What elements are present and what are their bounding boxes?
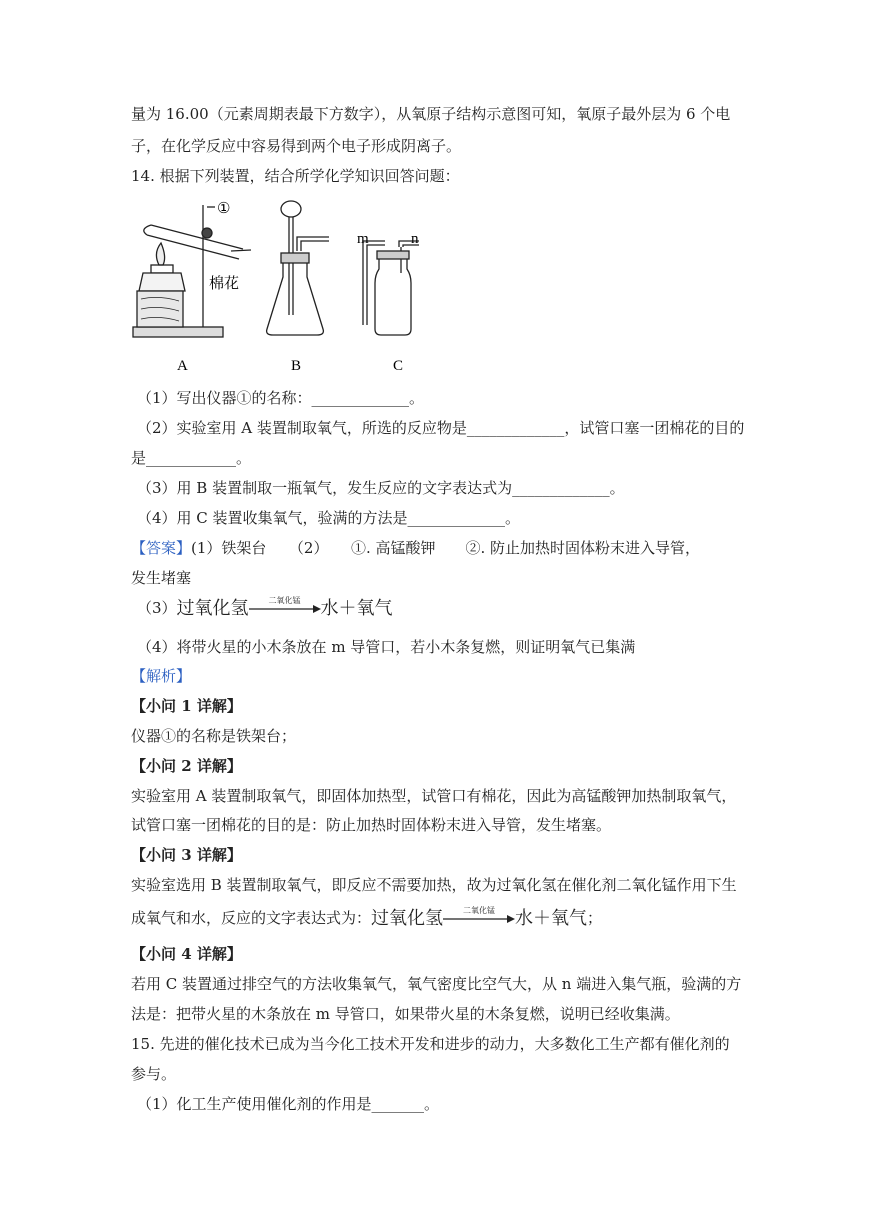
question-14-2b: 是____________。 xyxy=(131,449,252,467)
apparatus-figure xyxy=(131,195,431,375)
eq-catalyst: 二氧化锰 xyxy=(268,596,301,605)
eq-products: 水＋氧气 xyxy=(320,598,393,619)
caption-b: B xyxy=(291,358,302,374)
label-m: m xyxy=(357,231,369,247)
sub-question-3-head: 【小问 3 详解】 xyxy=(131,846,242,864)
answer-3-line xyxy=(137,598,393,619)
question-14-1: （1）写出仪器①的名称：_____________。 xyxy=(137,389,425,407)
sub-question-4-body: 若用 C 装置通过排空气的方法收集氧气，氧气密度比空气大，从 n 端进入集气瓶，验满的方 xyxy=(131,975,742,993)
text-line: 量为 16.00（元素周期表最下方数字），从氧原子结构示意图可知，氧原子最外层为 6 个电 xyxy=(131,105,731,123)
eq-products: 水＋氧气 xyxy=(515,908,588,929)
reaction-arrow xyxy=(443,906,515,929)
sub-question-2-body: 实验室用 A 装置制取氧气，即固体加热型，试管口有棉花，因此为高锰酸钾加热制取氧气， xyxy=(131,787,737,805)
reaction-arrow xyxy=(249,596,321,619)
question-14-4: （4）用 C 装置收集氧气，验满的方法是_____________。 xyxy=(137,509,521,527)
answer-4: （4）将带火星的小木条放在 m 导管口，若小木条复燃，则证明氧气已集满 xyxy=(137,638,636,656)
eq-reactant: 过氧化氢 xyxy=(371,908,444,929)
sub-question-2-body: 试管口塞一团棉花的目的是：防止加热时固体粉末进入导管，发生堵塞。 xyxy=(131,816,612,834)
answer-3-prefix: （3） xyxy=(137,599,177,617)
sub-question-3-body: 实验室选用 B 装置制取氧气，即反应不需要加热，故为过氧化氢在催化剂二氧化锰作用下生 xyxy=(131,876,737,894)
sub-question-1-head: 【小问 1 详解】 xyxy=(131,697,242,715)
answer-text: (1）铁架台 （2） ①. 高锰酸钾 ②. 防止加热时固体粉末进入导管， xyxy=(191,539,701,557)
question-14-3: （3）用 B 装置制取一瓶氧气，发生反应的文字表达式为_____________。 xyxy=(137,479,625,497)
eq-reactant: 过氧化氢 xyxy=(176,598,249,619)
eq-catalyst: 二氧化锰 xyxy=(463,906,496,915)
label-n: n xyxy=(411,231,419,247)
question-14-2a: （2）实验室用 A 装置制取氧气，所选的反应物是_____________，试管口塞一团棉花的目的 xyxy=(137,419,745,437)
sub-question-1-body: 仪器①的名称是铁架台； xyxy=(131,727,297,745)
caption-a: A xyxy=(177,358,188,374)
question-15-cont: 参与。 xyxy=(131,1065,177,1083)
sub-question-4-body: 法是：把带火星的木条放在 m 导管口，如果带火星的木条复燃，说明已经收集满。 xyxy=(131,1005,680,1023)
sub-question-3-equation-line xyxy=(131,908,602,929)
label-cotton: 棉花 xyxy=(209,276,240,292)
apparatus-c xyxy=(363,241,419,335)
text-line: 子，在化学反应中容易得到两个电子形成阴离子。 xyxy=(131,137,462,155)
sub-question-4-head: 【小问 4 详解】 xyxy=(131,945,242,963)
answer-line xyxy=(131,538,700,558)
apparatus-a xyxy=(133,205,251,337)
question-15: 15. 先进的催化技术已成为当今化工技术开发和进步的动力，大多数化工生产都有催化剂的 xyxy=(131,1035,730,1053)
analysis-tag: 【解析】 xyxy=(131,667,192,685)
label-circle-1: ① xyxy=(217,201,231,217)
question-15-1: （1）化工生产使用催化剂的作用是_______。 xyxy=(137,1095,440,1113)
arrow-icon xyxy=(249,605,321,613)
caption-c: C xyxy=(393,358,404,374)
answer-line-2: 发生堵塞 xyxy=(131,569,192,587)
apparatus-b xyxy=(267,201,329,335)
answer-tag: 【答案】 xyxy=(131,539,192,557)
sub-question-2-head: 【小问 2 详解】 xyxy=(131,757,242,775)
s3-prefix: 成氧气和水，反应的文字表达式为： xyxy=(131,909,372,927)
question-14: 14. 根据下列装置，结合所学化学知识回答问题： xyxy=(131,167,460,185)
arrow-icon xyxy=(443,915,515,923)
s3-suffix: ； xyxy=(587,909,603,927)
